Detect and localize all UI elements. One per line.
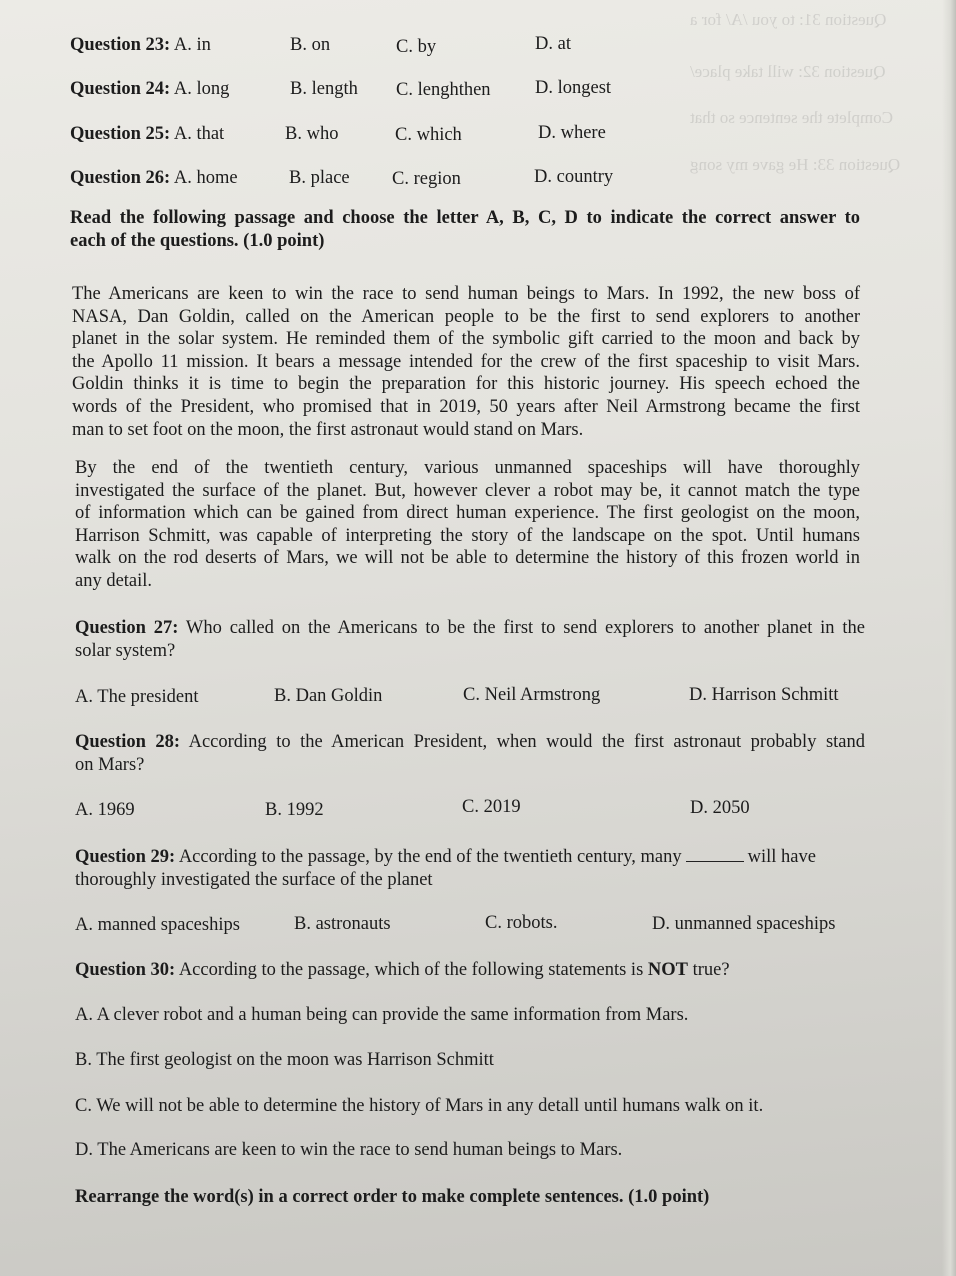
reading-instruction: Read the following passage and choose the letter A, B, C, D to indicate the correct answer to each of the questions. (1.0 point) — [70, 208, 860, 251]
question-label: Question 30: — [75, 960, 176, 980]
question-30: Question 30: According to the passage, which of the following statements is NOT true? — [75, 960, 730, 980]
q28-option-a[interactable]: A. 1969 — [75, 800, 135, 820]
question-label: Question 23: — [70, 35, 171, 55]
passage-paragraph-1: The Americans are keen to win the race to send human beings to Mars. In 1992, the new boss of NASA, Dan Goldin, called on the American people to be the first to send explorers to another planet in the solar system. He reminded them of the symbolic gift carried to the moon and back by the Apollo 11 mission. It bears a message intended for the crew of the first spaceship to visit Mars. Goldin thinks it is time to begin the preparation for this historic journey. His speech echoed the words of the President, who promised that in 2019, 50 years after Neil Armstrong became the first man to set foot on the moon, the first astronaut would stand on Mars. — [72, 284, 860, 440]
option-c[interactable]: C. by — [396, 37, 437, 57]
option-c[interactable]: C. which — [395, 125, 462, 145]
question-29: Question 29: According to the passage, by the end of the twentieth century, many will have thoroughly investigated the surface of the planet — [75, 847, 816, 890]
option-c[interactable]: C. region — [392, 169, 461, 189]
rearrange-instruction: Rearrange the word(s) in a correct order to make complete sentences. (1.0 point) — [75, 1187, 710, 1207]
option-d[interactable]: D. where — [538, 123, 606, 143]
q28-option-c[interactable]: C. 2019 — [462, 797, 521, 817]
option-d[interactable]: D. country — [534, 167, 614, 187]
option-b[interactable]: B. on — [290, 35, 331, 55]
q30-option-d[interactable]: D. The Americans are keen to win the race to send human beings to Mars. — [75, 1140, 623, 1160]
page-edge — [942, 0, 956, 1276]
option-b[interactable]: B. place — [289, 168, 350, 188]
question-label: Question 27: — [75, 618, 179, 638]
question-28: Question 28: According to the American President, when would the first astronaut probably stand on Mars? — [75, 732, 866, 775]
q28-option-d[interactable]: D. 2050 — [690, 798, 750, 818]
q29-option-d[interactable]: D. unmanned spaceships — [652, 914, 836, 934]
option-d[interactable]: D. longest — [535, 78, 612, 98]
bleed-through-text: Question 32: will take place/ — [690, 62, 886, 81]
option-b[interactable]: B. length — [290, 79, 358, 99]
option-a[interactable]: A. home — [173, 168, 238, 188]
question-label: Question 29: — [75, 847, 176, 867]
q30-option-c[interactable]: C. We will not be able to determine the history of Mars in any detall until humans walk on it. — [75, 1096, 764, 1116]
q27-option-d[interactable]: D. Harrison Schmitt — [689, 685, 839, 705]
option-d[interactable]: D. at — [535, 34, 571, 54]
option-a[interactable]: A. in — [173, 35, 211, 55]
q29-option-c[interactable]: C. robots. — [485, 913, 558, 933]
question-label: Question 24: — [70, 79, 171, 99]
bleed-through-text: Question 33: He gave my song — [690, 155, 901, 174]
question-27: Question 27: Who called on the Americans to be the first to send explorers to another planet in the solar system? — [75, 618, 865, 661]
q27-option-c[interactable]: C. Neil Armstrong — [463, 685, 601, 705]
question-label: Question 28: — [75, 732, 181, 752]
q27-option-a[interactable]: A. The president — [75, 687, 199, 707]
q29-option-b[interactable]: B. astronauts — [294, 914, 391, 934]
q29-option-a[interactable]: A. manned spaceships — [75, 915, 240, 935]
bleed-through-text: Question 31: to you /A/ for a — [690, 10, 887, 29]
q30-option-b[interactable]: B. The first geologist on the moon was Harrison Schmitt — [75, 1050, 494, 1070]
q27-option-b[interactable]: B. Dan Goldin — [274, 686, 383, 706]
answer-blank — [686, 847, 744, 862]
emphasis-not: NOT — [647, 960, 688, 980]
q30-option-a[interactable]: A. A clever robot and a human being can provide the same information from Mars. — [75, 1005, 689, 1025]
question-label: Question 26: — [70, 168, 171, 188]
option-a[interactable]: A. long — [173, 79, 230, 99]
option-c[interactable]: C. lenghthen — [396, 80, 491, 100]
passage-paragraph-2: By the end of the twentieth century, various unmanned spaceships will have thoroughly investigated the surface of the planet. But, however clever a robot may be, it cannot match the type of information which can be gained from direct human experience. The first geologist on the moon, Harrison Schmitt, was capable of interpreting the story of the landscape on the spot. Until humans walk on the rod deserts of Mars, we will not be able to determine the history of this frozen world in any detail. — [75, 458, 860, 591]
option-b[interactable]: B. who — [285, 124, 339, 144]
q28-option-b[interactable]: B. 1992 — [265, 800, 324, 820]
bleed-through-text: Complete the sentence so that — [690, 108, 893, 127]
question-label: Question 25: — [70, 124, 171, 144]
option-a[interactable]: A. that — [173, 124, 225, 144]
